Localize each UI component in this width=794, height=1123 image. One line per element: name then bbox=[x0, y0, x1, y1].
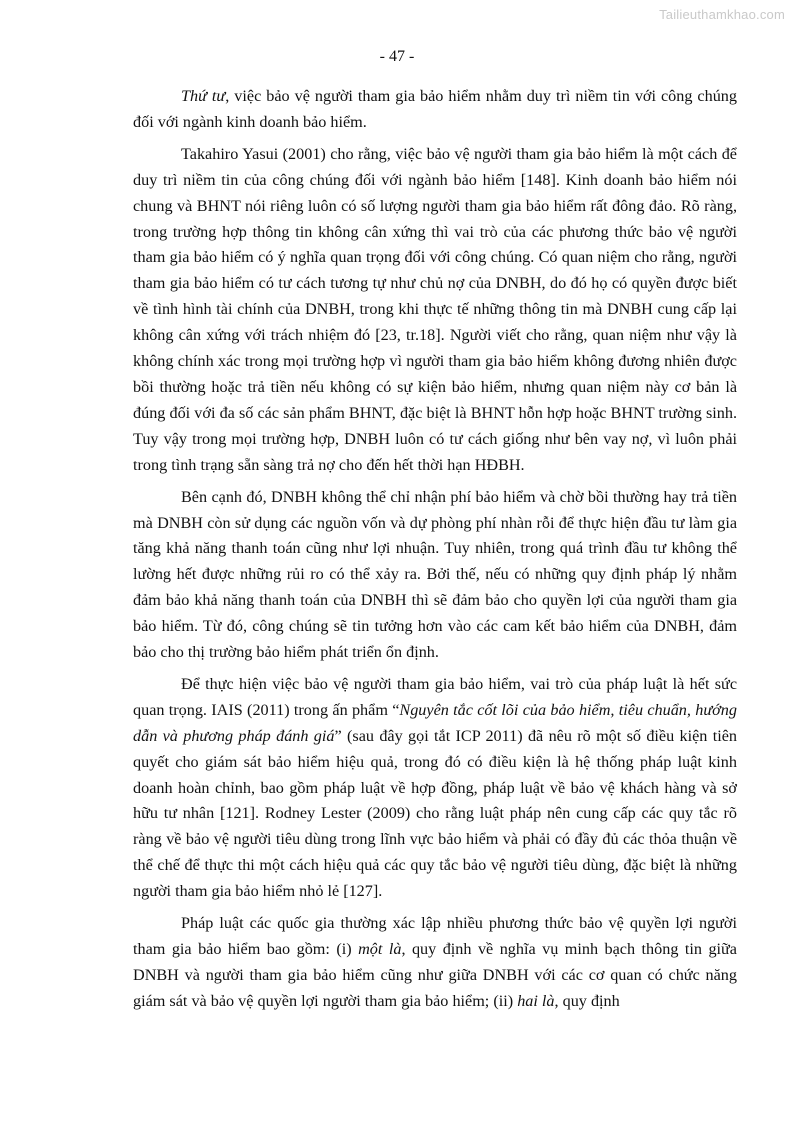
paragraph-1 bbox=[133, 84, 737, 136]
paragraph-4 bbox=[133, 672, 737, 905]
text-run: ” (sau đây gọi tắt ICP 2011) đã nêu rõ một số điều kiện tiên quyết cho giám sát bảo hiểm hiệu quả, trong đó có điều kiện là hệ thống pháp luật kinh doanh hoàn chỉnh, bao gồm pháp luật về hợp đồng, pháp luật về bảo vệ khách hàng và sở hữu tư nhân [121]. Rodney Lester (2009) cho rằng luật pháp nên cung cấp các quy tắc rõ ràng về bảo vệ người tiêu dùng trong lĩnh vực bảo hiểm và phải có đầy đủ các thỏa thuận về thể chế để thực thi một cách hiệu quả các quy tắc bảo vệ người tiêu dùng, đặc biệt là những người tham gia bảo hiểm nhỏ lẻ [127]. bbox=[133, 726, 737, 901]
text-run: Bên cạnh đó, DNBH không thể chỉ nhận phí bảo hiểm và chờ bồi thường hay trả tiền mà DNBH còn sử dụng các nguồn vốn và dự phòng phí nhàn rỗi để thực hiện đầu tư làm gia tăng khả năng thanh toán cũng như lợi nhuận. Tuy nhiên, trong quá trình đầu tư không thể lường hết được những rủi ro có thể xảy ra. Bởi thế, nếu có những quy định pháp lý nhằm đảm bảo khả năng thanh toán của DNBH thì sẽ đảm bảo cho quyền lợi của người tham gia bảo hiểm. Từ đó, công chúng sẽ tin tưởng hơn vào các cam kết bảo hiểm của DNBH, đảm bảo cho thị trường bảo hiểm phát triển ổn định. bbox=[133, 487, 737, 662]
paragraph-3 bbox=[133, 485, 737, 666]
text-run: Để thực hiện việc bảo vệ người tham gia bảo hiểm, vai trò của pháp luật là hết sức quan trọng. IAIS (2011) trong ấn phẩm “ bbox=[133, 674, 737, 719]
text-run: Takahiro Yasui (2001) cho rằng, việc bảo vệ người tham gia bảo hiểm là một cách để duy trì niềm tin của công chúng đối với ngành bảo hiểm [148]. Kinh doanh bảo hiểm nói chung và BHNT nói riêng luôn có số lượng người tham gia bảo hiểm rất đông đảo. Rõ ràng, trong trường hợp thông tin không cân xứng thì vai trò của các phương thức bảo vệ người tham gia bảo hiểm có ý nghĩa quan trọng đối với công chúng. Có quan niệm cho rằng, người tham gia bảo hiểm có tư cách tương tự như chủ nợ của DNBH, do đó họ có quyền được biết về tình hình tài chính của DNBH, trong khi thực tế những thông tin mà DNBH cung cấp lại không cân xứng với trách nhiệm đó [23, tr.18]. Người viết cho rằng, quan niệm như vậy là không chính xác trong mọi trường hợp vì người tham gia bảo hiểm không đương nhiên được bồi thường hoặc trả tiền nếu không có sự kiện bảo hiểm, nhưng quan niệm này cơ bản là đúng đối với đa số các sản phẩm BHNT, đặc biệt là BHNT hỗn hợp hoặc BHNT trường sinh. Tuy vậy trong mọi trường hợp, DNBH luôn có tư cách giống như bên vay nợ, vì luôn phải trong tình trạng sẵn sàng trả nợ cho đến hết thời hạn HĐBH. bbox=[133, 144, 737, 474]
text-run: , quy định về nghĩa vụ minh bạch thông tin giữa DNBH và người tham gia bảo hiểm cũng như giữa DNBH với các cơ quan có chức năng giám sát và bảo vệ quyền lợi người tham gia bảo hiểm; (ii) bbox=[133, 940, 737, 1010]
watermark-text: Tailieuthamkhao.com bbox=[659, 7, 785, 22]
italic-phrase: Nguyên tắc cốt lõi của bảo hiểm, tiêu chuẩn, hướng dẫn và phương pháp đánh giá bbox=[133, 700, 737, 745]
page-number: - 47 - bbox=[379, 48, 415, 65]
paragraph-2 bbox=[133, 142, 737, 479]
text-run: , quy định bbox=[554, 991, 620, 1010]
paragraph-5 bbox=[133, 911, 737, 1015]
text-run: , việc bảo vệ người tham gia bảo hiểm nhằm duy trì niềm tin với công chúng đối với ngành kinh doanh bảo hiểm. bbox=[133, 87, 737, 131]
italic-phrase: Thứ tư bbox=[181, 87, 226, 105]
italic-phrase: hai là bbox=[517, 991, 555, 1010]
text-run: Pháp luật các quốc gia thường xác lập nhiều phương thức bảo vệ quyền lợi người tham gia bảo hiểm bao gồm: (i) bbox=[133, 914, 737, 958]
italic-phrase: một là bbox=[358, 940, 402, 958]
document-body bbox=[133, 84, 737, 1021]
